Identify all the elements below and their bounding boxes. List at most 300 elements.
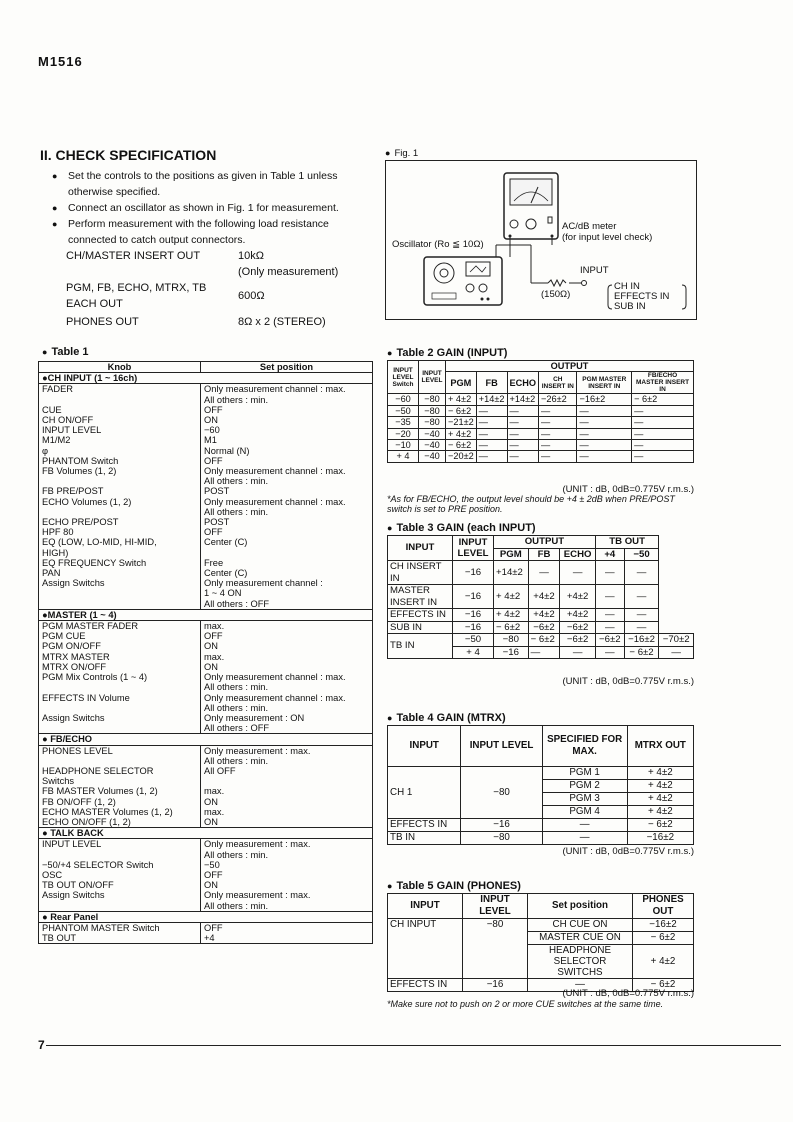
- spec-value: 600Ω: [238, 290, 265, 302]
- table4-header: INPUT: [388, 726, 461, 767]
- table1-row: [39, 405, 373, 415]
- table1-row: [39, 548, 373, 558]
- table1-row: [39, 756, 373, 766]
- table4-title: ● Table 4 GAIN (MTRX): [387, 712, 506, 724]
- table2-col: PGM: [446, 372, 477, 394]
- table2: [387, 360, 694, 463]
- table2-row: [388, 394, 694, 405]
- table3-cell: + 4: [453, 646, 494, 659]
- table3-cell: −50: [453, 634, 494, 647]
- table4: [387, 725, 694, 845]
- fig1-title: ● Fig. 1: [385, 148, 419, 159]
- table1-row: [39, 631, 373, 641]
- set-position: max.: [201, 786, 373, 796]
- input-option: SUB IN: [614, 301, 646, 312]
- table4-cell: + 4±2: [627, 793, 693, 806]
- table2-cell: —: [476, 440, 507, 451]
- table4-cell: −80: [461, 832, 542, 845]
- table5-header: INPUT LEVEL: [463, 894, 528, 919]
- meter-label: AC/dB meter: [562, 221, 617, 232]
- table4-row: [388, 819, 694, 832]
- table2-cell: +14±2: [507, 394, 539, 405]
- table3-header: OUTPUT: [494, 536, 596, 549]
- table2-header: OUTPUT: [446, 361, 694, 372]
- table3-cell: −6±2: [560, 634, 596, 647]
- set-position: OFF: [201, 870, 373, 880]
- oscillator-label: Oscillator (Ro ≦ 10Ω): [392, 239, 484, 250]
- table2-col: FB/ECHO MASTER INSERT IN: [632, 372, 694, 394]
- table5-row: [388, 919, 694, 932]
- table1-group-row: [39, 734, 373, 745]
- table2-col: PGM MASTER INSERT IN: [577, 372, 632, 394]
- set-position: max.: [201, 652, 373, 662]
- table4-row: [388, 767, 694, 780]
- table3-cell: —: [624, 621, 659, 634]
- table2-cell: − 6±2: [446, 440, 477, 451]
- table3-cell: +4±2: [528, 585, 560, 609]
- table2-title: ● Table 2 GAIN (INPUT): [387, 347, 508, 359]
- table1-row: [39, 807, 373, 817]
- table2-header: INPUT LEVEL: [419, 361, 446, 394]
- table1-row: [39, 497, 373, 507]
- table4-cell: PGM 4: [542, 806, 627, 819]
- table3-cell: −70±2: [659, 634, 694, 647]
- table1-row: [39, 933, 373, 944]
- page-number: 7: [38, 1038, 45, 1052]
- set-position: All others : min.: [201, 901, 373, 912]
- set-position: ON: [201, 662, 373, 672]
- table1-row: [39, 850, 373, 860]
- table2-cell: —: [476, 428, 507, 439]
- knob-name: INPUT LEVEL: [39, 425, 201, 435]
- table3-cell: +4±2: [560, 609, 596, 622]
- set-position: Only measurement : max.: [201, 745, 373, 756]
- table3-cell: −80: [494, 634, 529, 647]
- table1-row: [39, 621, 373, 632]
- table1-row: [39, 486, 373, 496]
- table3-row: [388, 621, 694, 634]
- instruction-item: ● Perform measurement with the following load resistance connected to catch output connectors.: [54, 216, 374, 248]
- table4-header: SPECIFIED FOR MAX.: [542, 726, 627, 767]
- set-position: Only measurement channel : max.: [201, 384, 373, 395]
- table1-row: [39, 682, 373, 692]
- spec-label: PGM, FB, ECHO, MTRX, TB EACH OUT: [66, 282, 207, 310]
- table1-row: [39, 476, 373, 486]
- knob-name: ECHO PRE/POST: [39, 517, 201, 527]
- set-position: Center (C): [201, 537, 373, 547]
- table5-cell: − 6±2: [633, 979, 694, 992]
- input-label: INPUT: [580, 265, 609, 276]
- set-position: Only measurement : max.: [201, 839, 373, 850]
- knob-name: EQ (LOW, LO-MID, HI-MID,: [39, 537, 201, 547]
- knob-name: ECHO ON/OFF (1, 2): [39, 817, 201, 828]
- knob-name: PGM CUE: [39, 631, 201, 641]
- table2-note: *As for FB/ECHO, the output level should be +4 ± 2dB when PRE/POST switch is set to PRE position.: [387, 494, 675, 514]
- table1-row: [39, 662, 373, 672]
- table1-row: [39, 797, 373, 807]
- knob-name: CUE: [39, 405, 201, 415]
- table1-row: [39, 558, 373, 568]
- table4-cell: TB IN: [388, 832, 461, 845]
- knob-name: EFFECTS IN Volume: [39, 693, 201, 703]
- table1-row: [39, 776, 373, 786]
- table2-cell: −50: [388, 405, 419, 416]
- table4-cell: PGM 1: [542, 767, 627, 780]
- table3: [387, 535, 694, 659]
- oscillator-dial-icon: [434, 263, 454, 283]
- table2-cell: −26±2: [539, 394, 577, 405]
- knob-name: FB Volumes (1, 2): [39, 466, 201, 476]
- table2-cell: + 4±2: [446, 394, 477, 405]
- fig1-diagram: [385, 160, 697, 320]
- table1-group-label: ● FB/ECHO: [39, 734, 373, 745]
- knob-name: PGM Mix Controls (1 ~ 4): [39, 672, 201, 682]
- table1: [38, 361, 372, 944]
- table2-cell: —: [577, 428, 632, 439]
- table1-row: [39, 537, 373, 547]
- set-position: max.: [201, 807, 373, 817]
- knob-name: EQ FREQUENCY Switch: [39, 558, 201, 568]
- knob-name: −50/+4 SELECTOR Switch: [39, 860, 201, 870]
- meter-knob-icon: [526, 219, 536, 229]
- table4-cell: − 6±2: [627, 819, 693, 832]
- table1-group-row: [39, 609, 373, 620]
- knob-name: [39, 507, 201, 517]
- table1-group-row: [39, 373, 373, 384]
- table5: [387, 893, 694, 992]
- set-position: Only measurement channel : max.: [201, 672, 373, 682]
- table2-cell: —: [577, 417, 632, 428]
- meter-knob-icon: [510, 220, 518, 228]
- set-position: All others : min.: [201, 756, 373, 766]
- instruction-list: [54, 168, 374, 248]
- knob-name: HPF 80: [39, 527, 201, 537]
- table5-cell: −16: [463, 979, 528, 992]
- table3-col: −50: [624, 548, 659, 561]
- table3-col: +4: [595, 548, 624, 561]
- table3-cell: —: [595, 609, 624, 622]
- table4-header: MTRX OUT: [627, 726, 693, 767]
- table3-cell: —: [595, 561, 624, 585]
- table1-header: Set position: [201, 362, 373, 373]
- table3-cell: —: [624, 585, 659, 609]
- table4-row: [388, 832, 694, 845]
- resistor-label: (150Ω): [541, 289, 571, 300]
- knob-name: FB PRE/POST: [39, 486, 201, 496]
- table2-cell: —: [539, 440, 577, 451]
- set-position: −60: [201, 425, 373, 435]
- table3-cell: −16: [453, 585, 494, 609]
- table1-row: [39, 568, 373, 578]
- table3-cell: −16: [453, 621, 494, 634]
- table2-cell: —: [539, 405, 577, 416]
- table1-row: [39, 446, 373, 456]
- table1-row: [39, 890, 373, 900]
- table4-cell: EFFECTS IN: [388, 819, 461, 832]
- table3-title: ● Table 3 GAIN (each INPUT): [387, 522, 536, 534]
- table5-note: *Make sure not to push on 2 or more CUE switches at the same time.: [387, 999, 664, 1009]
- table2-cell: − 6±2: [446, 405, 477, 416]
- knob-name: HEADPHONE SELECTOR: [39, 766, 201, 776]
- table5-cell: CH INPUT: [388, 919, 463, 979]
- table5-cell: − 6±2: [633, 932, 694, 945]
- set-position: OFF: [201, 527, 373, 537]
- table2-cell: —: [577, 451, 632, 462]
- set-position: [201, 548, 373, 558]
- set-position: OFF: [201, 405, 373, 415]
- table2-col: FB: [476, 372, 507, 394]
- table3-cell: + 4±2: [494, 609, 529, 622]
- table2-cell: −80: [419, 417, 446, 428]
- knob-name: OSC: [39, 870, 201, 880]
- model-header: M1516: [38, 54, 83, 69]
- table2-cell: —: [632, 417, 694, 428]
- table1-row: [39, 652, 373, 662]
- table2-row: [388, 417, 694, 428]
- table1-row: [39, 466, 373, 476]
- knob-name: [39, 756, 201, 766]
- table4-cell: CH 1: [388, 767, 461, 819]
- input-option: EFFECTS IN: [614, 291, 670, 302]
- knob-name: [39, 901, 201, 912]
- table1-row: [39, 599, 373, 610]
- set-position: ON: [201, 797, 373, 807]
- knob-name: FB MASTER Volumes (1, 2): [39, 786, 201, 796]
- table4-cell: —: [542, 819, 627, 832]
- set-position: Only measurement channel : max.: [201, 466, 373, 476]
- set-position: All others : min.: [201, 682, 373, 692]
- table5-cell: EFFECTS IN: [388, 979, 463, 992]
- set-position: Free: [201, 558, 373, 568]
- table4-cell: + 4±2: [627, 780, 693, 793]
- table3-cell: +4±2: [528, 609, 560, 622]
- table5-cell: HEADPHONE SELECTOR SWITCHS: [528, 945, 633, 979]
- set-position: Only measurement : max.: [201, 890, 373, 900]
- knob-name: Assign Switchs: [39, 713, 201, 723]
- table2-cell: —: [632, 451, 694, 462]
- table2-cell: —: [539, 451, 577, 462]
- knob-name: [39, 588, 201, 598]
- table3-cell: − 6±2: [528, 634, 560, 647]
- table5-title: ● Table 5 GAIN (PHONES): [387, 880, 521, 892]
- table1-row: [39, 766, 373, 776]
- table5-cell: MASTER CUE ON: [528, 932, 633, 945]
- set-position: ON: [201, 415, 373, 425]
- table2-unit: (UNIT : dB, 0dB=0.775V r.m.s.): [562, 484, 694, 495]
- table4-cell: PGM 3: [542, 793, 627, 806]
- knob-name: [39, 723, 201, 734]
- table2-cell: −40: [419, 428, 446, 439]
- table3-cell: −6±2: [528, 621, 560, 634]
- table3-cell: —: [560, 561, 596, 585]
- table1-row: [39, 578, 373, 588]
- table3-cell: TB IN: [388, 634, 453, 659]
- table1-group-row: [39, 828, 373, 839]
- table2-cell: −21±2: [446, 417, 477, 428]
- table1-row: [39, 922, 373, 933]
- knob-name: Assign Switchs: [39, 890, 201, 900]
- table2-cell: −80: [419, 405, 446, 416]
- table3-cell: —: [560, 646, 596, 659]
- input-terminal-icon: [582, 281, 587, 286]
- knob-name: MTRX MASTER: [39, 652, 201, 662]
- table3-cell: − 6±2: [494, 621, 529, 634]
- table4-cell: —: [542, 832, 627, 845]
- table2-cell: − 6±2: [632, 394, 694, 405]
- table4-cell: −16: [461, 819, 542, 832]
- table5-cell: −16±2: [633, 919, 694, 932]
- meter-note: (for input level check): [562, 232, 653, 243]
- set-position: All others : OFF: [201, 599, 373, 610]
- set-position: OFF: [201, 456, 373, 466]
- table1-row: [39, 517, 373, 527]
- knob-name: HIGH): [39, 548, 201, 558]
- table5-cell: + 4±2: [633, 945, 694, 979]
- table3-cell: —: [595, 621, 624, 634]
- knob-name: MTRX ON/OFF: [39, 662, 201, 672]
- set-position: Only measurement : ON: [201, 713, 373, 723]
- table2-cell: —: [507, 405, 539, 416]
- table3-cell: EFFECTS IN: [388, 609, 453, 622]
- table1-group-label: ●MASTER (1 ~ 4): [39, 609, 373, 620]
- table3-unit: (UNIT : dB, 0dB=0.775V r.m.s.): [562, 676, 694, 687]
- set-position: [201, 776, 373, 786]
- table4-cell: PGM 2: [542, 780, 627, 793]
- knob-name: ECHO Volumes (1, 2): [39, 497, 201, 507]
- table3-row: [388, 585, 694, 609]
- table1-row: [39, 456, 373, 466]
- table3-col: PGM: [494, 548, 529, 561]
- instruction-item: ● Set the controls to the positions as given in Table 1 unless otherwise specified.: [54, 168, 374, 200]
- table4-unit: (UNIT : dB, 0dB=0.775V r.m.s.): [562, 846, 694, 857]
- knob-name: [39, 682, 201, 692]
- knob-name: TB OUT ON/OFF: [39, 880, 201, 890]
- table5-header: INPUT: [388, 894, 463, 919]
- table1-row: [39, 786, 373, 796]
- set-position: ON: [201, 880, 373, 890]
- table1-grid: [38, 361, 373, 944]
- footer-rule: [46, 1045, 781, 1046]
- knob-name: φ: [39, 446, 201, 456]
- set-position: max.: [201, 621, 373, 632]
- table1-group-label: ● TALK BACK: [39, 828, 373, 839]
- set-position: POST: [201, 486, 373, 496]
- set-position: OFF: [201, 631, 373, 641]
- spec-value: 8Ω x 2 (STEREO): [238, 316, 326, 328]
- table3-cell: —: [624, 609, 659, 622]
- table3-cell: −16: [494, 646, 529, 659]
- table3-cell: —: [528, 561, 560, 585]
- set-position: All others : min.: [201, 703, 373, 713]
- table3-cell: +14±2: [494, 561, 529, 585]
- table5-header: Set position: [528, 894, 633, 919]
- table2-cell: —: [632, 440, 694, 451]
- table2-cell: + 4: [388, 451, 419, 462]
- table1-row: [39, 870, 373, 880]
- table2-cell: —: [539, 428, 577, 439]
- table2-cell: + 4±2: [446, 428, 477, 439]
- set-position: Center (C): [201, 568, 373, 578]
- set-position: +4: [201, 933, 373, 944]
- table2-row: [388, 405, 694, 416]
- set-position: ON: [201, 641, 373, 651]
- table2-row: [388, 451, 694, 462]
- table1-row: [39, 395, 373, 405]
- table2-cell: −35: [388, 417, 419, 428]
- table1-row: [39, 672, 373, 682]
- knob-name: TB OUT: [39, 933, 201, 944]
- table2-cell: —: [539, 417, 577, 428]
- table4-cell: −80: [461, 767, 542, 819]
- table4-header: INPUT LEVEL: [461, 726, 542, 767]
- table5-header: PHONES OUT: [633, 894, 694, 919]
- table2-cell: −40: [419, 451, 446, 462]
- set-position: 1 ~ 4 ON: [201, 588, 373, 598]
- knob-name: Switchs: [39, 776, 201, 786]
- table3-cell: −16: [453, 561, 494, 585]
- table3-cell: −16: [453, 609, 494, 622]
- load-resistance-list: [66, 248, 360, 330]
- knob-name: Assign Switchs: [39, 578, 201, 588]
- knob-name: [39, 395, 201, 405]
- table3-row: [388, 561, 694, 585]
- table2-cell: —: [632, 428, 694, 439]
- knob-name: [39, 850, 201, 860]
- table2-cell: −80: [419, 394, 446, 405]
- table5-cell: −80: [463, 919, 528, 979]
- set-position: Normal (N): [201, 446, 373, 456]
- table3-header: INPUT: [388, 536, 453, 561]
- knob-name: [39, 703, 201, 713]
- set-position: POST: [201, 517, 373, 527]
- table4-cell: + 4±2: [627, 767, 693, 780]
- table3-cell: MASTER INSERT IN: [388, 585, 453, 609]
- table1-group-label: ● Rear Panel: [39, 911, 373, 922]
- table3-cell: —: [528, 646, 560, 659]
- set-position: ON: [201, 817, 373, 828]
- section-title: II. CHECK SPECIFICATION: [40, 147, 217, 163]
- table1-row: [39, 527, 373, 537]
- table2-cell: −60: [388, 394, 419, 405]
- table2-cell: —: [577, 440, 632, 451]
- knob-name: CH ON/OFF: [39, 415, 201, 425]
- table2-row: [388, 440, 694, 451]
- table3-cell: + 4±2: [494, 585, 529, 609]
- table1-row: [39, 415, 373, 425]
- set-position: Only measurement channel : max.: [201, 497, 373, 507]
- table3-cell: −16±2: [624, 634, 659, 647]
- table3-col: FB: [528, 548, 560, 561]
- table2-header: INPUT LEVEL Switch: [388, 361, 419, 394]
- table3-cell: SUB IN: [388, 621, 453, 634]
- knob-name: PAN: [39, 568, 201, 578]
- table2-cell: −10: [388, 440, 419, 451]
- table1-group-label: ●CH INPUT (1 ~ 16ch): [39, 373, 373, 384]
- set-position: All others : min.: [201, 850, 373, 860]
- set-position: All others : OFF: [201, 723, 373, 734]
- table3-col: ECHO: [560, 548, 596, 561]
- table2-cell: −20: [388, 428, 419, 439]
- table1-row: [39, 723, 373, 734]
- table2-cell: —: [507, 440, 539, 451]
- set-position: All others : min.: [201, 476, 373, 486]
- table2-cell: —: [476, 417, 507, 428]
- table5-unit: (UNIT : dB, 0dB=0.775V r.m.s.): [562, 988, 694, 999]
- table2-cell: +14±2: [476, 394, 507, 405]
- table1-title: ● Table 1: [42, 346, 89, 358]
- table1-row: [39, 588, 373, 598]
- table4-cell: −16±2: [627, 832, 693, 845]
